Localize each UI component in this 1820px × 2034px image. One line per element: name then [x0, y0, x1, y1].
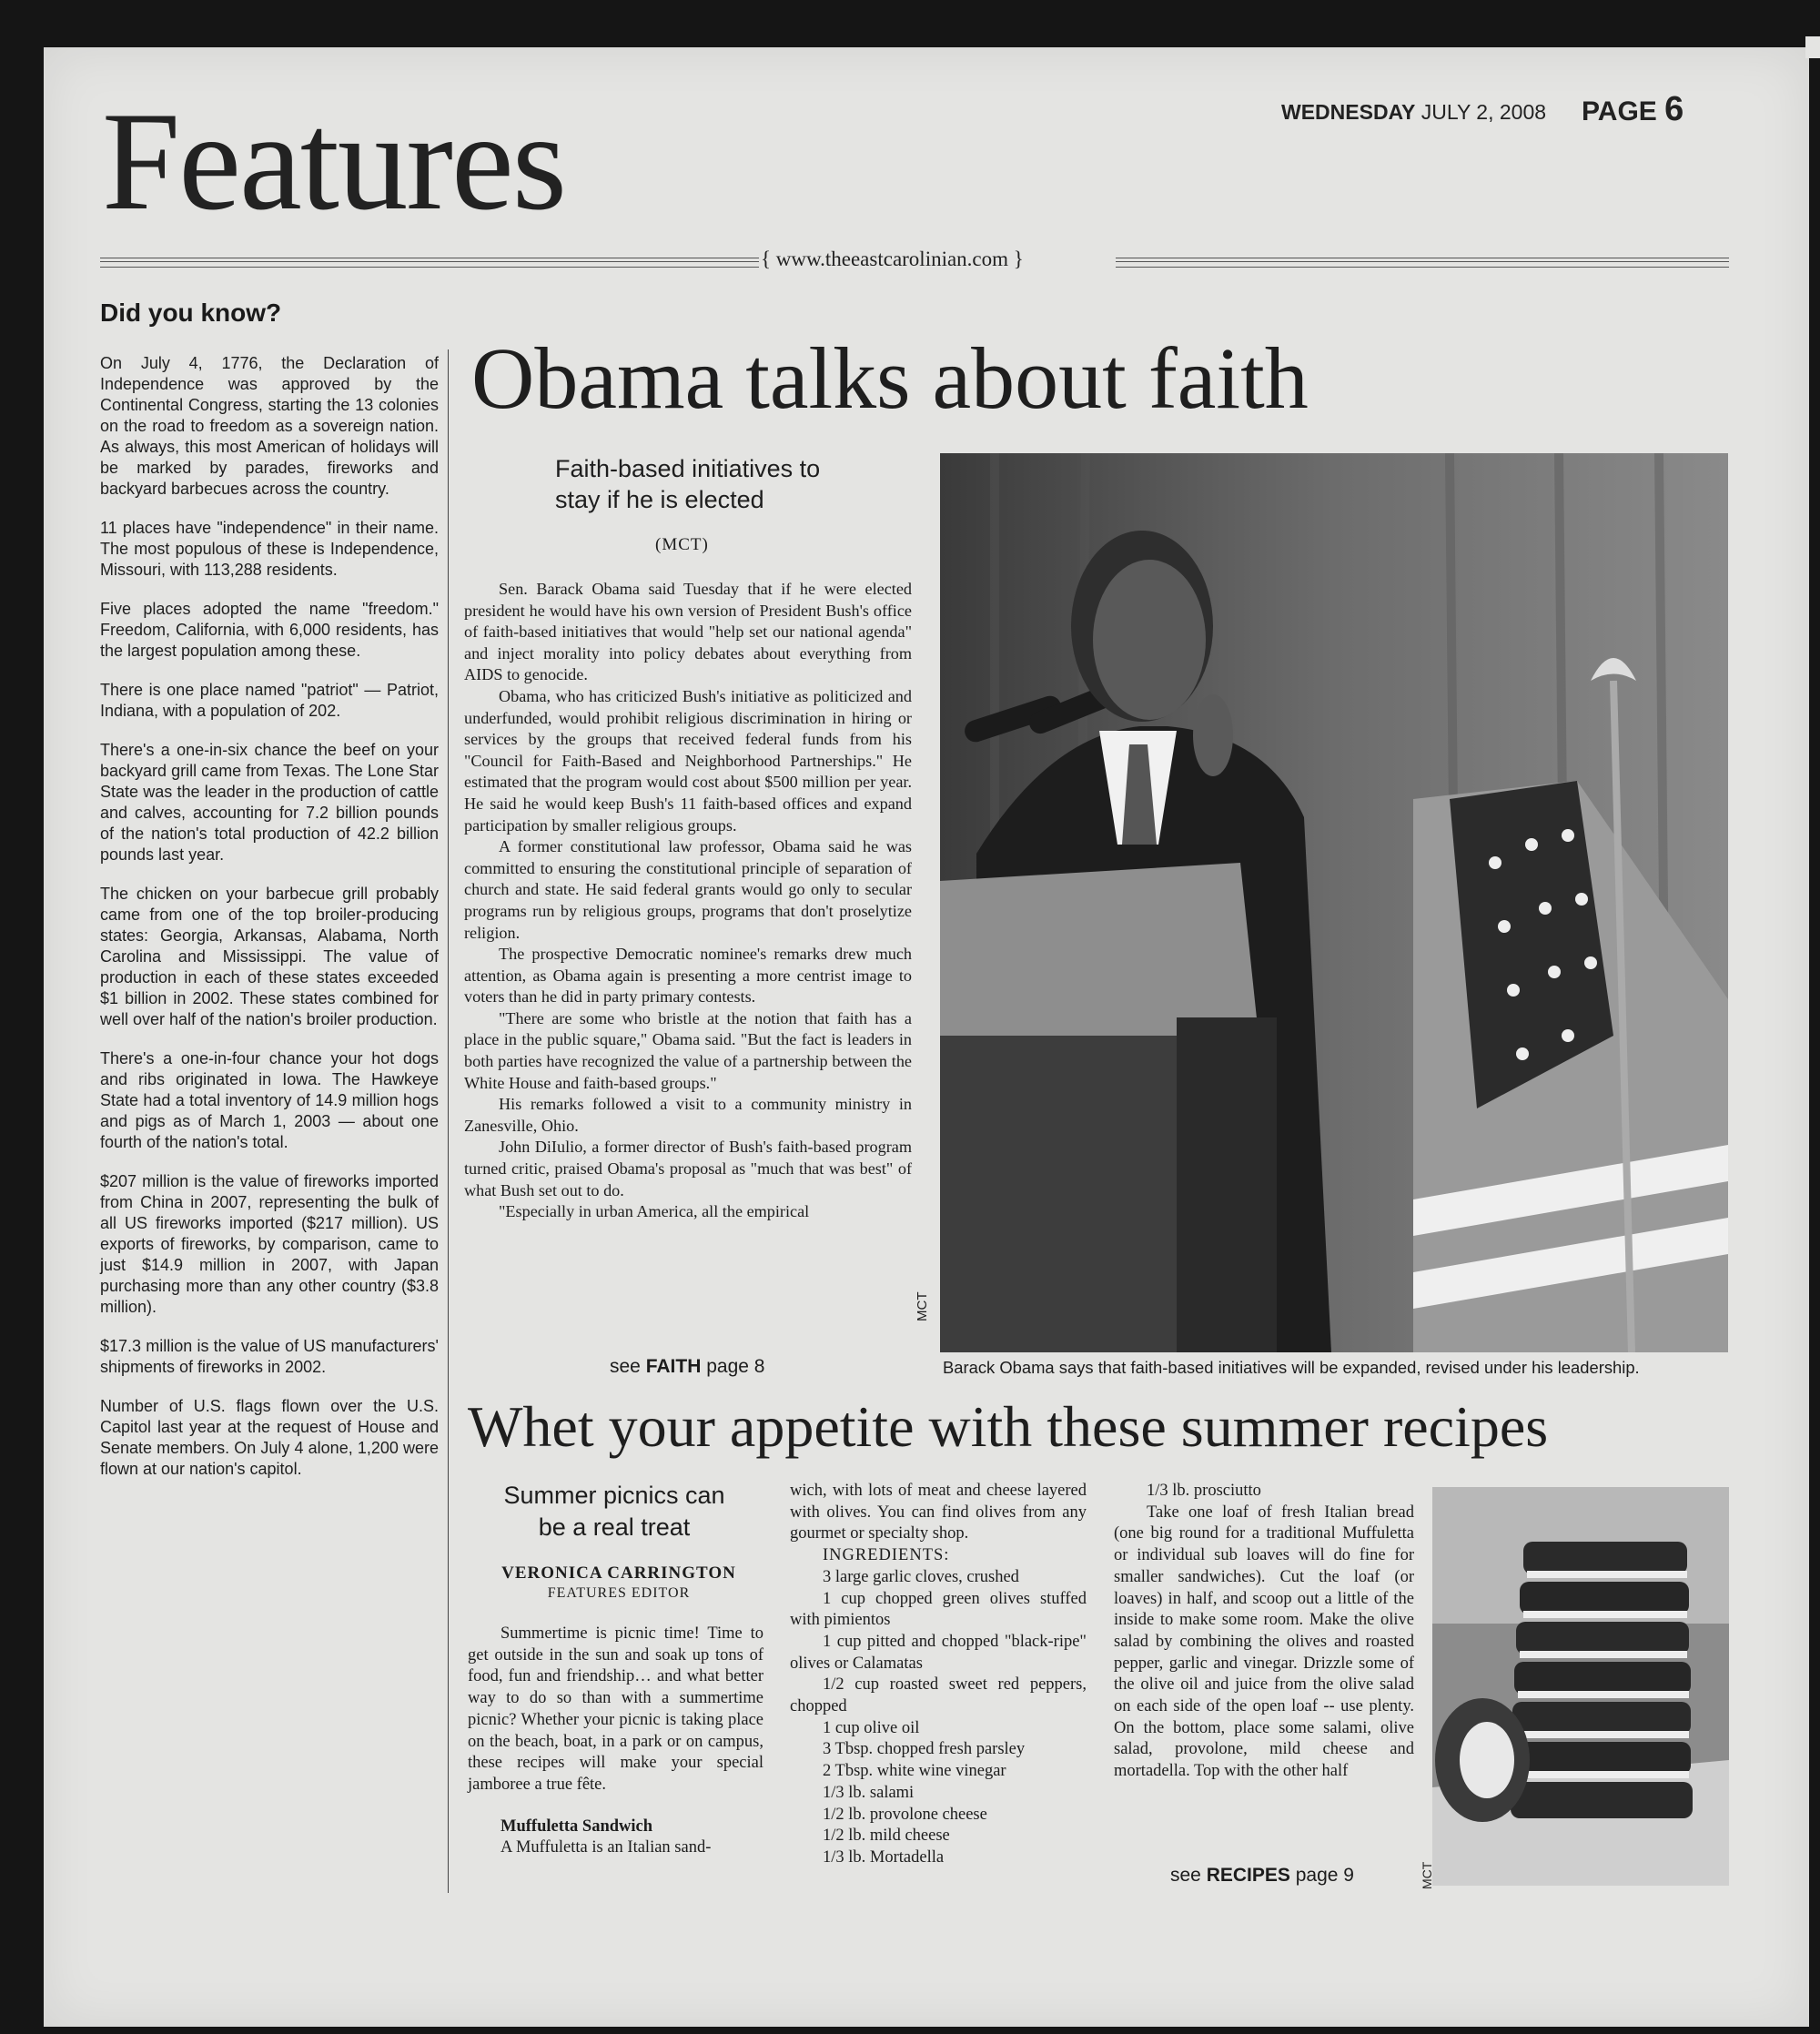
jump-see: see: [610, 1356, 641, 1377]
fact-item: Five places adopted the name "freedom." Freedom, California, with 6,000 residents, has the largest population among these.: [100, 600, 439, 660]
ingredient-item: 1/3 lb. salami: [823, 1783, 915, 1802]
article-paragraph: His remarks followed a visit to a community ministry in Zanesville, Ohio.: [464, 1095, 912, 1135]
jump-word: FAITH: [645, 1356, 702, 1377]
photo-caption: Barack Obama says that faith-based initiatives will be expanded, revised under his leadership.: [943, 1358, 1640, 1377]
recipe-directions: Take one loaf of fresh Italian bread (one big round for a traditional Muffuletta or individual sub loaves will do fine for smaller sandwiches). Cut the loaf (or loaves) in half, and scoop out a little of the inside to make some room. Make the olive salad by combining the olives and roasted pepper, garlic and vinegar. Drizzle some of the olive oil and juice from the olive salad on each side of the open loaf -- use plenty. On the bottom, place some salami, olive salad, provolone, mild cheese and mortadella. Top with the other half: [1114, 1503, 1414, 1781]
ingredient-item: 2 Tbsp. white wine vinegar: [823, 1762, 1006, 1781]
article-paragraph: Obama, who has criticized Bush's initiative as politicized and underfunded, would prohibit religious discrimination in hiring or services by the groups that received federal funds from his "Council for Faith-Based and Neighborhood Partnerships." He estimated that the program would cost about $500 million per year. He said he would keep Bush's 11 faith-based offices and expand participation by smaller religious groups.: [464, 686, 912, 835]
jump-see: see: [1170, 1865, 1201, 1886]
food-photo-credit: MCT: [1420, 1861, 1434, 1889]
article-byline: (MCT): [655, 535, 709, 554]
article-subhead: Faith-based initiatives to stay if he is elected: [555, 455, 821, 513]
page-corner: [1805, 36, 1820, 58]
ingredients-heading: INGREDIENTS:: [823, 1546, 950, 1565]
ingredient-item: 1/2 cup roasted sweet red peppers, chopped: [790, 1675, 1087, 1716]
article-paragraph: A former constitutional law professor, Obama said he was committed to ensuring the constitutional principle of separation of church and state. He said federal grants would go only to secular programs run by religious groups, programs that don't proselytize religion.: [464, 837, 912, 942]
article-paragraph: "Especially in urban America, all the empirical: [499, 1202, 810, 1221]
recipe-column-3: [1114, 1481, 1414, 1783]
jump-line-recipes[interactable]: [1170, 1865, 1354, 1887]
ingredient-item: 1 cup pitted and chopped "black-ripe" olives or Calamatas: [790, 1632, 1087, 1673]
photo-credit: MCT: [915, 1291, 930, 1321]
recipe-column-1: [468, 1624, 763, 1859]
column-divider: [448, 349, 449, 1893]
jump-page: page 9: [1295, 1865, 1354, 1886]
page-number-value: 6: [1664, 90, 1684, 128]
jump-line-faith[interactable]: [610, 1356, 764, 1378]
dateline-date: JULY 2, 2008: [1421, 100, 1547, 124]
food-photo: [1432, 1487, 1729, 1886]
fact-item: The chicken on your barbecue grill probably came from one of the top broiler-producing states: Georgia, Arkansas, Alabama, North Carolina and Mississippi. The value of production in each of these states exceeded $1 billion in 2002. These states combined for well over half of the nation's broiler production.: [100, 885, 439, 1028]
article-headline: Obama talks about faith: [471, 329, 1309, 427]
recipe-title: Muffuletta Sandwich: [500, 1816, 653, 1836]
ingredient-item: 3 large garlic cloves, crushed: [823, 1567, 1019, 1586]
fact-item: $207 million is the value of fireworks imported from China in 2007, representing the bulk of all US fireworks imported ($217 million). US exports of fireworks, by comparison, came to just $14.9 million in 2007, with Japan purchasing more than any other country ($3.8 million).: [100, 1172, 439, 1316]
section-title: Features: [102, 83, 566, 239]
dateline-day: WEDNESDAY: [1281, 100, 1416, 124]
article-paragraph: John DiIulio, a former director of Bush's faith-based program turned critic, praised Obama's proposal as "much that was best" of what Bush set out to do.: [464, 1138, 912, 1199]
food-photo-illustration: [1432, 1487, 1729, 1886]
page-number: [1582, 90, 1684, 129]
fact-item: There's a one-in-four chance your hot dogs and ribs originated in Iowa. The Hawkeye State had a total inventory of 14.9 million hogs and pigs as of March 1, 2003 — about one fourth of the nation's total.: [100, 1049, 439, 1151]
jump-word: RECIPES: [1206, 1865, 1290, 1886]
article-body: [464, 579, 912, 1223]
dateline: [1281, 100, 1546, 125]
recipe-headline: Whet your appetite with these summer recipes: [468, 1394, 1549, 1459]
article-paragraph: The prospective Democratic nominee's remarks drew much attention, as Obama again is presenting a more centrist image to voters than he did in party primary contests.: [464, 945, 912, 1007]
article-paragraph: Sen. Barack Obama said Tuesday that if he were elected president he would have his own version of President Bush's office of faith-based initiatives that would "help set our national agenda" and inject morality into policy debates about everything from AIDS to genocide.: [464, 580, 912, 684]
recipe-paragraph: wich, with lots of meat and cheese layered with olives. You can find olives from any gourmet or specialty shop.: [790, 1482, 1087, 1543]
author-title: FEATURES EDITOR: [547, 1585, 691, 1601]
fact-item: 11 places have "independence" in their name. The most populous of these is Independence, Missouri, with 113,288 residents.: [100, 519, 439, 579]
divider-rule-right: [1116, 258, 1729, 268]
author-name: VERONICA CARRINGTON: [501, 1563, 736, 1583]
ingredient-item: 1 cup chopped green olives stuffed with pimientos: [790, 1589, 1087, 1630]
speaker-photo: [940, 453, 1728, 1352]
fact-item: On July 4, 1776, the Declaration of Independence was approved by the Continental Congress, starting the 13 colonies on the road to freedom as a sovereign nation. As always, this most American of holidays will be marked by parades, fireworks and backyard barbecues across the country.: [100, 354, 439, 498]
recipe-intro: Summertime is picnic time! Time to get outside in the sun and soak up tons of food, fun and friendship… and what better way to do so than with a summertime picnic? Whether your picnic is taking place on the beach, boat, in a park or on campus, these recipes will make your special jamboree a true fête.: [468, 1624, 763, 1794]
recipe-subhead: Summer picnics can be a real treat: [503, 1482, 725, 1541]
fact-item: Number of U.S. flags flown over the U.S. Capitol last year at the request of House and Senate members. On July 4 alone, 1,200 were flown at our nation's capitol.: [100, 1397, 439, 1478]
ingredient-item: 1/2 lb. provolone cheese: [823, 1805, 987, 1824]
fact-item: $17.3 million is the value of US manufacturers' shipments of fireworks in 2002.: [100, 1337, 439, 1376]
recipe-column-2: [790, 1481, 1087, 1869]
ingredient-item: 1/2 lb. mild cheese: [823, 1827, 950, 1846]
recipe-paragraph: A Muffuletta is an Italian sand-: [500, 1838, 712, 1857]
jump-page: page 8: [706, 1356, 765, 1377]
website-url: { www.theeastcarolinian.com }: [761, 248, 1024, 270]
sidebar-title: Did you know?: [100, 299, 282, 327]
ingredient-item: 1 cup olive oil: [823, 1718, 920, 1737]
article-paragraph: "There are some who bristle at the notion that faith has a place in the public square," Obama said. "But the fact is leaders in both parties have recognized the value of a partnership between the White House and faith-based groups.": [464, 1008, 912, 1092]
page-label: PAGE: [1582, 96, 1657, 126]
fact-item: There's a one-in-six chance the beef on your backyard grill came from Texas. The Lone Star State was the leader in the production of cattle and calves, accounting for 7.2 billion pounds of the nation's total production of 42.2 billion pounds last year.: [100, 741, 439, 864]
author-block: [473, 1563, 764, 1602]
divider-rule-left: [100, 258, 759, 268]
ingredient-item: 1/3 lb. Mortadella: [823, 1847, 945, 1867]
did-you-know-sidebar: [100, 299, 439, 1498]
ingredient-item: 3 Tbsp. chopped fresh parsley: [823, 1740, 1026, 1759]
speaker-photo-illustration: [940, 453, 1728, 1352]
ingredient-item: 1/3 lb. prosciutto: [1147, 1482, 1261, 1500]
fact-item: There is one place named "patriot" — Patriot, Indiana, with a population of 202.: [100, 681, 439, 720]
